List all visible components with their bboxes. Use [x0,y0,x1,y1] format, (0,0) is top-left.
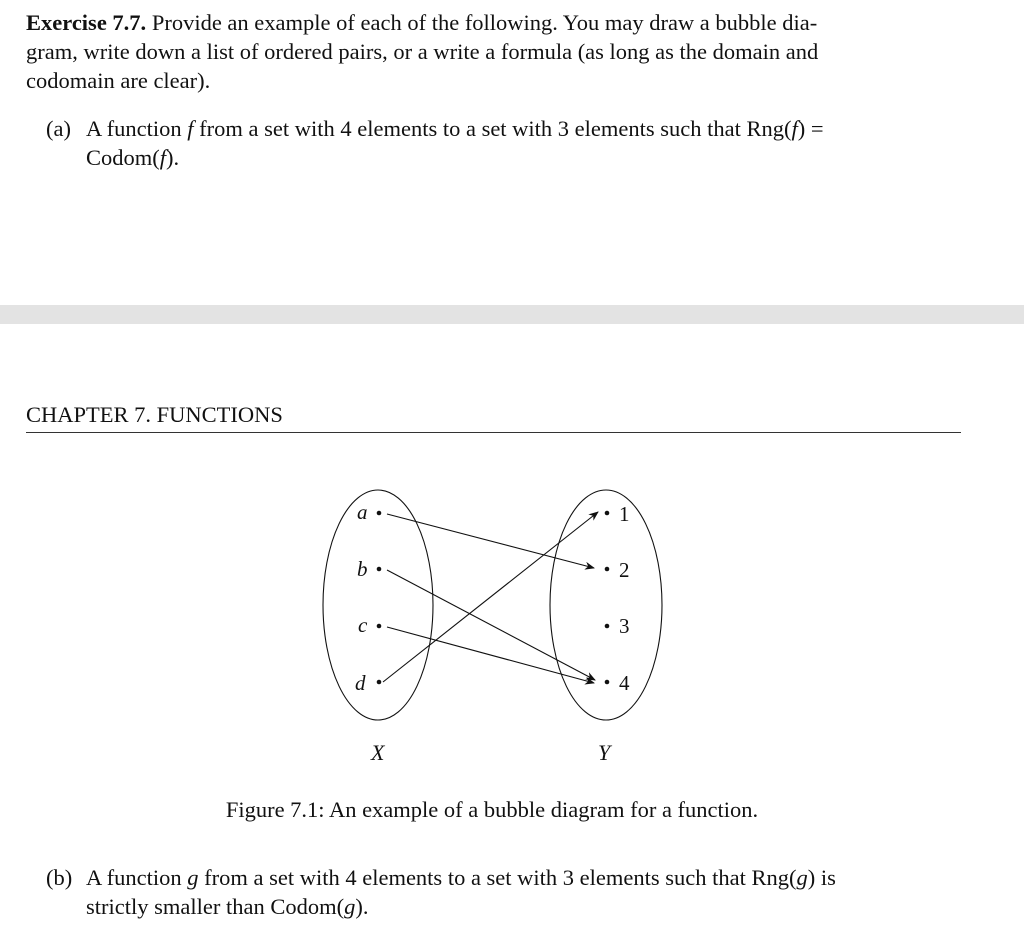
bubble-diagram [300,460,700,800]
part-a-text-1: A function [86,116,188,141]
domain-bubble [323,490,433,720]
figure-caption-text: Figure 7.1: An example of a bubble diagram for a function. [225,797,759,822]
chapter-header: CHAPTER 7. FUNCTIONS [26,402,283,427]
label-1: 1 [619,502,630,526]
var-f: f [791,116,798,141]
part-a-text-4: Codom( [86,145,160,170]
exercise-label: Exercise 7.7. [26,10,147,35]
arrow-c-to-4 [387,627,594,683]
label-a: a [357,500,368,524]
codomain-name: Y [598,740,611,765]
label-4: 4 [619,671,630,695]
var-f: f [187,116,194,141]
part-b-text [86,863,966,921]
arrow-a-to-2 [387,514,594,568]
part-a-text [86,114,966,172]
label-3: 3 [619,614,630,638]
point-3 [605,624,610,629]
label-c: c [358,613,368,637]
point-2 [605,567,610,572]
exercise-line-2: gram, write down a list of ordered pairs, or a write a formula (as long as the domain and [26,39,819,64]
part-a-text-3: ) = [797,116,824,141]
part-b-text-5: ). [355,894,369,919]
var-g: g [187,865,199,890]
point-1 [605,511,610,516]
point-4 [605,680,610,685]
part-b-text-4: strictly smaller than Codom( [86,894,345,919]
var-g: g [796,865,808,890]
part-b-text-2: from a set with 4 elements to a set with 3 elements such that Rng( [198,865,797,890]
arrow-b-to-4 [387,570,595,680]
point-d [377,680,382,685]
point-c [377,624,382,629]
part-b-text-3: ) is [807,865,836,890]
chapter-rule [26,432,961,433]
point-a [377,511,382,516]
label-2: 2 [619,558,630,582]
var-f: f [159,145,167,170]
domain-name: X [371,740,385,765]
page-separator [0,305,1024,324]
label-b: b [357,557,368,581]
point-b [377,567,382,572]
exercise-line-1: Provide an example of each of the following. You may draw a bubble dia- [151,10,818,35]
var-g: g [344,894,356,919]
part-a-label: (a) [46,116,71,141]
part-a-text-2: from a set with 4 elements to a set with 3 elements such that Rng( [193,116,792,141]
part-a-text-5: ). [166,145,180,170]
part-b-text-1: A function [86,865,188,890]
figure-caption [0,795,1024,824]
exercise-line-3: codomain are clear). [26,68,211,93]
label-d: d [355,671,366,695]
exercise-statement [26,8,976,95]
codomain-bubble [550,490,662,720]
part-b-label: (b) [46,865,73,890]
arrow-d-to-1 [383,512,598,682]
